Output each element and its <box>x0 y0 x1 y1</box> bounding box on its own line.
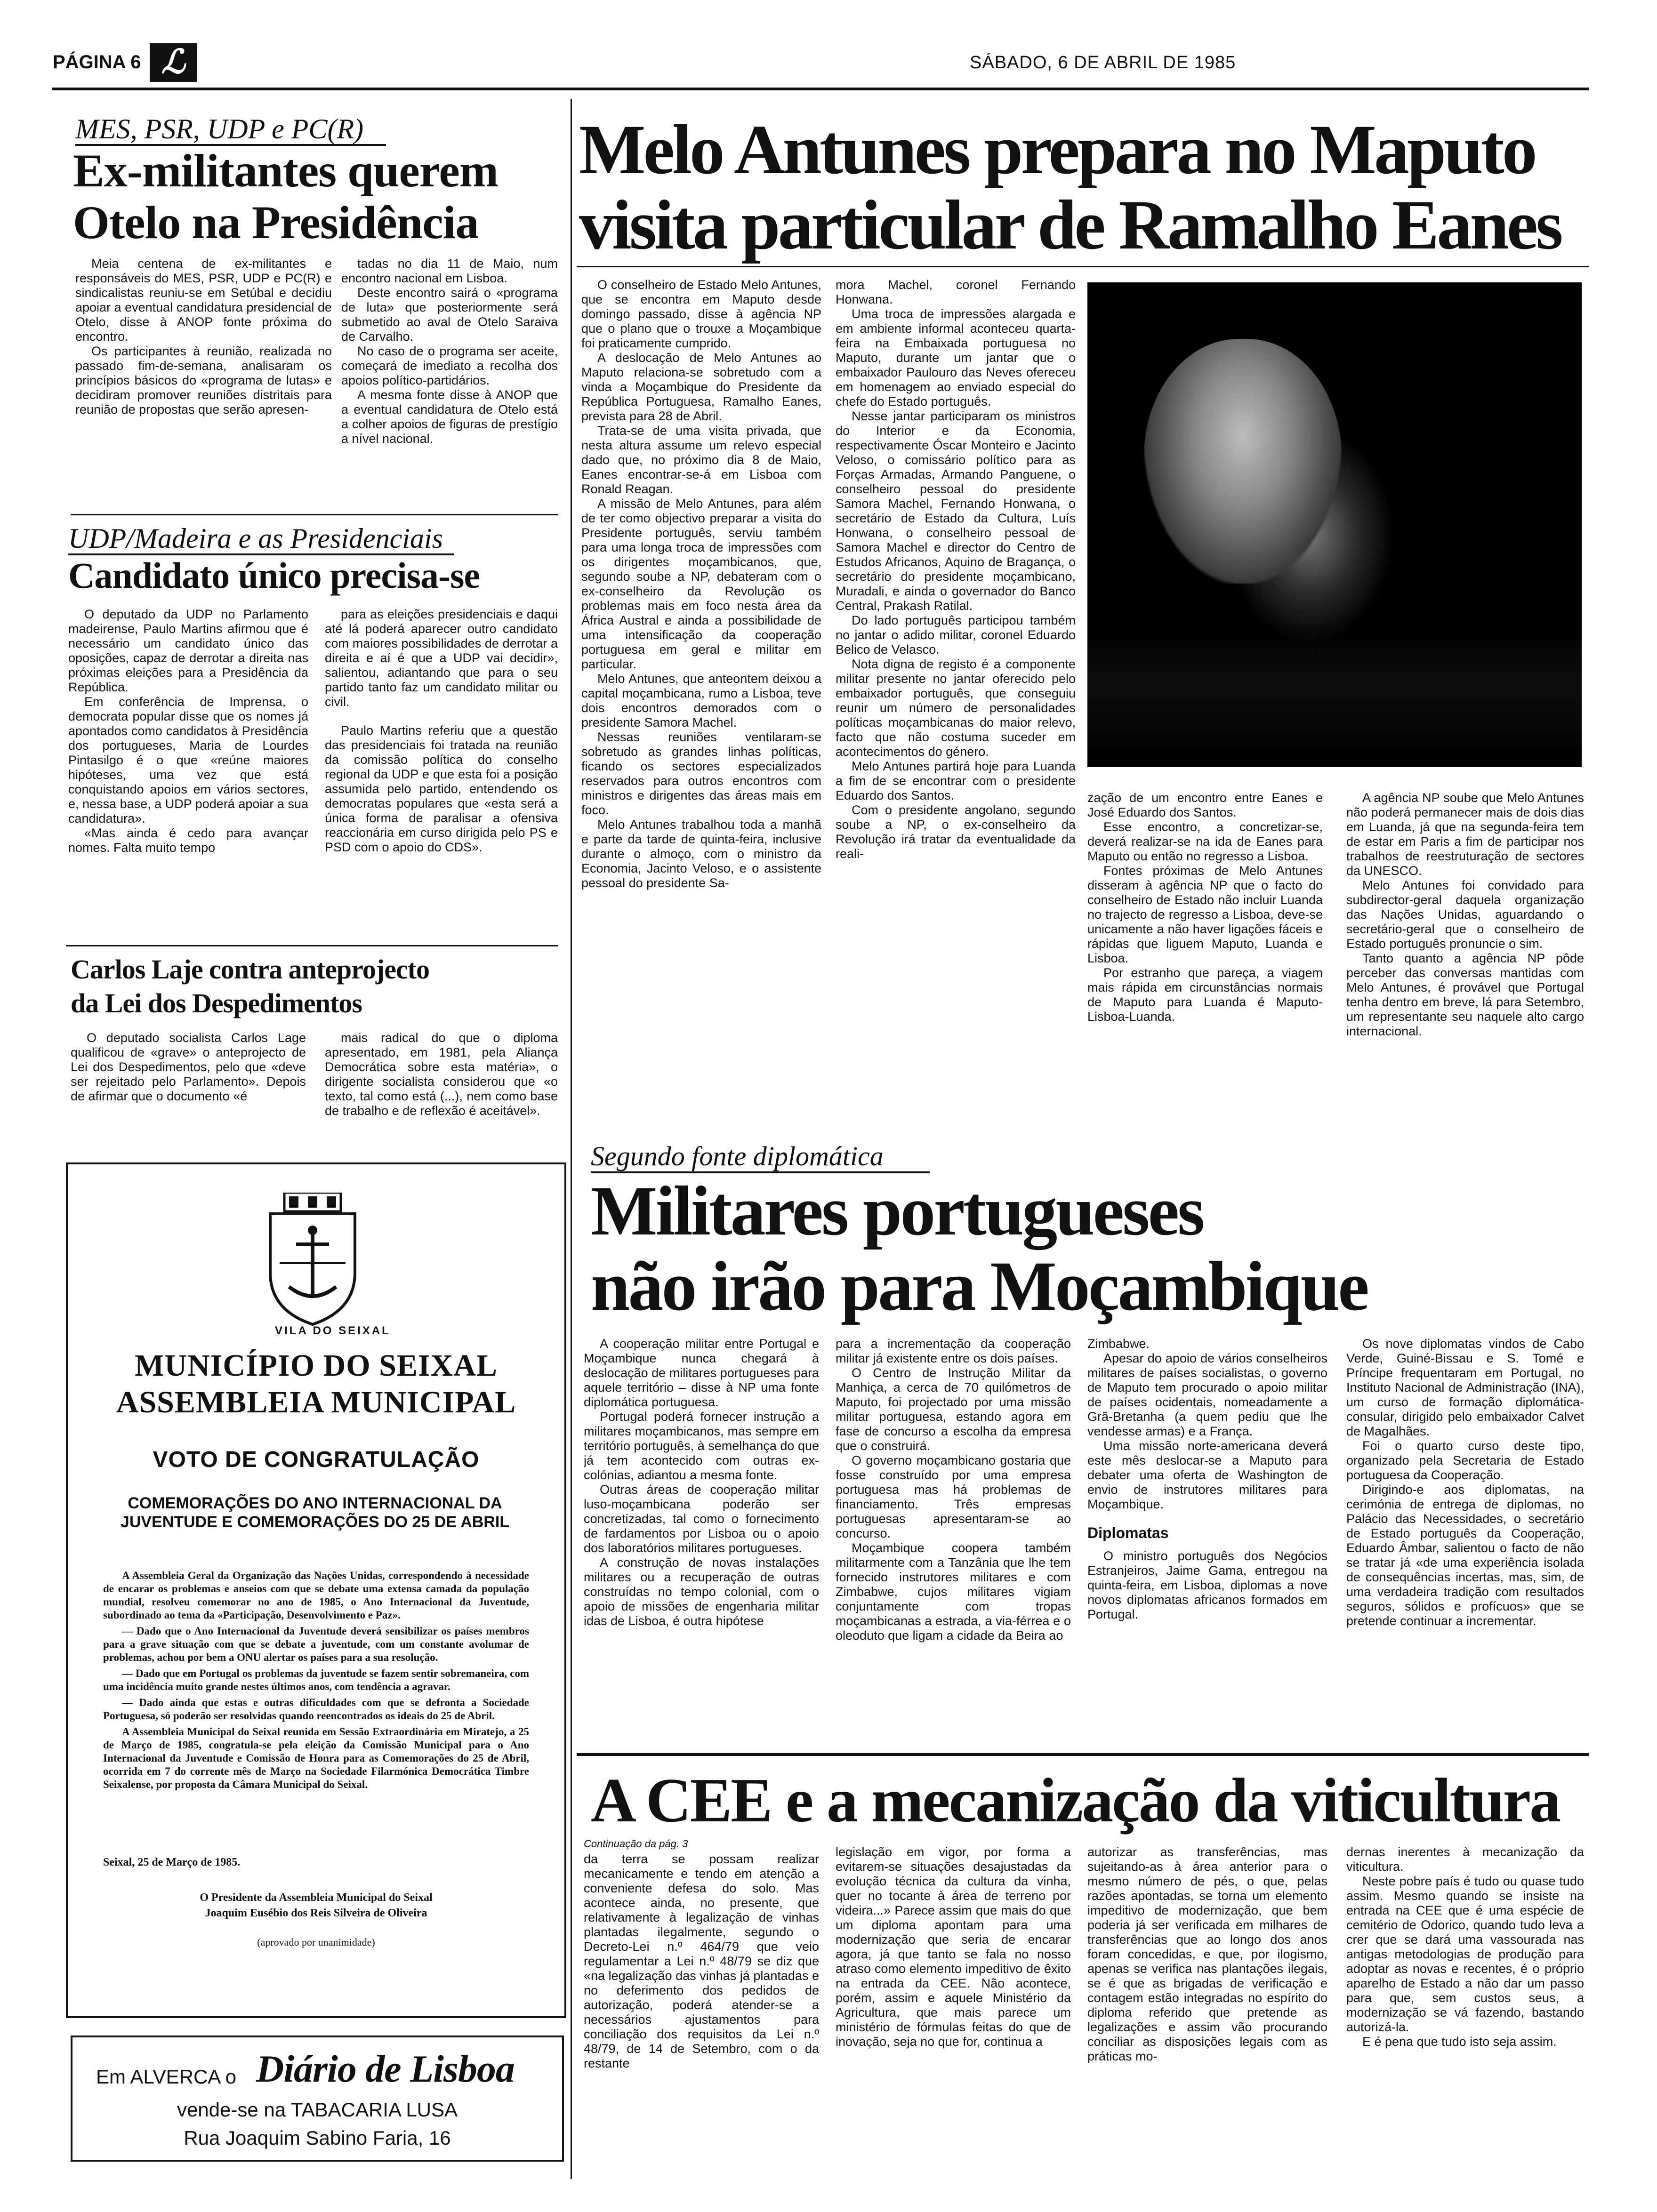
masthead-logo: ℒ <box>150 43 197 82</box>
paragraph: — Dado que o Ano Internacional da Juventude deverá sensibilizar os países membros para a grave situação com que se debate a juventude, com um constante avolumar de problemas, achou por bem a ONU alertar os países para a sua resolução. <box>103 1625 529 1663</box>
paragraph: Nessas reuniões ventilaram-se sobretudo as grandes linhas políticas, ficando os sectores especializados reservados para outros encontros com ministros e dirigentes das áreas mais em foco. <box>581 730 821 817</box>
paragraph: Uma troca de impressões alargada e em ambiente informal aconteceu quarta-feira na Embaixada portuguesa no Maputo, durante um jantar que o embaixador Paulouro das Neves ofereceu em homenagem ao enviado especial do chefe do Estado português. <box>836 307 1076 409</box>
antunes-headline-1: Melo Antunes prepara no Maputo <box>579 111 1535 189</box>
paragraph: tadas no dia 11 de Maio, num encontro nacional em Lisboa. <box>341 256 558 285</box>
paragraph: O conselheiro de Estado Melo Antunes, que se encontra em Maputo desde domingo passado, disse à agência NP que o plano que o trouxe a Moçambique foi praticamente cumprido. <box>581 278 821 350</box>
diplomatas-subhead: Diplomatas <box>1087 1524 1169 1541</box>
udp-col-1 <box>68 607 308 908</box>
divider <box>66 945 558 946</box>
paragraph: A Assembleia Geral da Organização das Nações Unidas, correspondendo à necessidade de encarar os problemas e anseios com que se debate uma extensa camada da população mundial, resolveu comemorar no ano de 1985, o Ano Internacional da Juventude, subordinado ao tema da «Participação, Desenvolvimento e Paz». <box>103 1570 529 1621</box>
paragraph: Melo Antunes trabalhou toda a manhã e parte da tarde de quinta-feira, inclusive durante o almoço, com o ministro da Economia, Jacinto Veloso, e o assistente pessoal do presidente Sa- <box>581 817 821 890</box>
melo-antunes-photo <box>1087 282 1582 767</box>
laje-col-2 <box>325 1031 558 1127</box>
seixal-signature-2: Joaquim Eusébio dos Reis Silveira de Oliveira <box>205 1907 427 1919</box>
paragraph: Os nove diplomatas vindos de Cabo Verde, Guiné-Bissau e S. Tomé e Príncipe frequentaram em Portugal, no Instituto Nacional de Administração (INA), um curso de formação diplomática-consular, dirigido pelo embaixador Calvet de Magalhães. <box>1346 1337 1584 1438</box>
paragraph: Melo Antunes partirá hoje para Luanda a fim de se encontrar com o presidente Eduardo dos Santos. <box>836 759 1076 802</box>
laje-headline-1: Carlos Laje contra anteprojecto <box>71 954 429 985</box>
seixal-vote-title: VOTO DE CONGRATULAÇÃO <box>153 1447 480 1472</box>
udp-headline: Candidato único precisa-se <box>68 555 480 596</box>
paragraph: O ministro português dos Negócios Estranjeiros, Jaime Gama, entregou na quinta-feira, em Lisboa, diplomas a nove novos diplomatas africanos formados em Portugal. <box>1087 1549 1327 1621</box>
seixal-body <box>103 1569 529 1794</box>
paragraph: Foi o quarto curso deste tipo, organizado pela Secretaria de Estado portuguesa da Cooperação. <box>1346 1439 1584 1482</box>
paragraph: Esse encontro, a concretizar-se, deverá realizar-se na ida de Eanes para Maputo ou então no regresso a Lisboa. <box>1087 820 1323 863</box>
paragraph: A deslocação de Melo Antunes ao Maputo relaciona-se sobretudo com a vinda a Moçambique do Presidente da República Portuguesa, Ramalho Eanes, prevista para 28 de Abril. <box>581 351 821 423</box>
paragraph: para a incrementação da cooperação militar já existente entre os dois países. <box>836 1337 1071 1365</box>
paragraph: O Centro de Instrução Militar da Manhiça, a cerca de 70 quilómetros de Maputo, foi projectado por uma missão militar portuguesa, estando agora em fase de concurso a escolha da empresa que o construirá. <box>836 1366 1071 1453</box>
otelo-headline-2: Otelo na Presidência <box>73 196 479 248</box>
cee-col-1 <box>584 1852 819 2177</box>
antunes-col-2 <box>836 278 1076 1158</box>
militares-headline-2: não irão para Moçambique <box>591 1247 1367 1325</box>
paragraph: Trata-se de uma visita privada, que nesta altura assume um relevo especial dado que, no próximo dia 8 de Maio, Eanes encontrar-se-á em Lisboa com Ronald Reagan. <box>581 424 821 496</box>
paragraph: «Mas ainda é cedo para avançar nomes. Falta muito tempo <box>68 826 308 855</box>
paragraph: Do lado português participou também no jantar o adido militar, coronel Eduardo Belico de Velasco. <box>836 613 1076 657</box>
seixal-subtitle: COMEMORAÇÕES DO ANO INTERNACIONAL DA JUVENTUDE E COMEMORAÇÕES DO 25 DE ABRIL <box>120 1494 510 1531</box>
antunes-col-3 <box>1087 791 1323 1158</box>
paragraph: — Dado ainda que estas e outras dificuldades com que se defronta a Sociedade Portuguesa, só poderão ser resolvidas quando reencontrados os ideais do 25 de Abril. <box>103 1697 529 1722</box>
paragraph: Em conferência de Imprensa, o democrata popular disse que os nomes já apontados como candidatos à Presidência dos portugueses, Maria de Lourdes Pintasilgo é o que «reúne maiores hipóteses, uma vez que está conquistando apoios em vários sectores, e, nessa base, a UDP poderá apoiar a sua candidatura». <box>68 695 308 825</box>
crest-ribbon: VILA DO SEIXAL <box>275 1324 391 1337</box>
seixal-place-date: Seixal, 25 de Março de 1985. <box>103 1856 241 1868</box>
militares-col-3 <box>1087 1337 1327 1751</box>
paragraph: mora Machel, coronel Fernando Honwana. <box>836 278 1076 306</box>
paragraph: Deste encontro sairá o «programa de luta» que posteriormente será submetido ao aval de Otelo Saraiva de Carvalho. <box>341 286 558 344</box>
header-rule <box>52 88 1589 90</box>
paragraph: Por estranho que pareça, a viagem mais rápida em circunstâncias normais de Maputo para Luanda é Maputo-Lisboa-Luanda. <box>1087 966 1323 1024</box>
dl-line-1-prefix: Em ALVERCA o <box>96 2066 237 2088</box>
paragraph: O governo moçambicano gostaria que fosse construído por uma empresa portuguesa mas há problemas de financiamento. Três empresas portuguesas apresentaram-se ao concurso. <box>836 1453 1071 1540</box>
udp-col-2 <box>325 607 558 908</box>
paragraph: dernas inerentes à mecanização da viticultura. <box>1346 1845 1584 1874</box>
paragraph: A construção de novas instalações militares ou a recuperação de outras construídas no tempo colonial, com o apoio de missões de engenharia militar idas de Lisboa, é outra hipótese <box>584 1555 819 1628</box>
militares-headline-1: Militares portugueses <box>591 1172 1203 1250</box>
paragraph: Nesse jantar participaram os ministros do Interior e da Economia, respectivamente Óscar Monteiro e Jacinto Veloso, o comissário político para as Forças Armadas, Armando Panguene, o conselheiro pessoal do presidente Samora Machel, Fernando Honwana, o secretário de Estado da Cultura, Luís Honwana, o conselheiro pessoal de Samora Machel e director do Centro de Estudos Africanos, Aquino de Bragança, o secretário do presidente moçambicano, Muradali, e ainda o governador do Banco Central, Prakash Ratilal. <box>836 409 1076 613</box>
antunes-col-4 <box>1346 791 1584 1158</box>
militares-kicker: Segundo fonte diplomática <box>591 1141 930 1173</box>
paragraph: Neste pobre país é tudo ou quase tudo assim. Mesmo quando se insiste na entrada na CEE que é uma espécie de cemitério de Odorico, quando tudo leva a crer que se dará uma vassourada nas antigas metodologias de produção para adoptar as novas e recentes, é o próprio aparelho de Estado a não dar um passo para que, sem custos seus, a modernização se vá fazendo, bastando autorizá-la. <box>1346 1874 1584 2034</box>
paragraph: A cooperação militar entre Portugal e Moçambique nunca chegará à deslocação de militares portugueses para aquele território – disse à NP uma fonte diplomática portuguesa. <box>584 1337 819 1409</box>
paragraph: Com o presidente angolano, segundo soube a NP, o ex-conselheiro da Revolução irá tratar da eventualidade da reali- <box>836 803 1076 861</box>
laje-col-1 <box>71 1031 306 1127</box>
paragraph: O deputado socialista Carlos Lage qualificou de «grave» o anteprojecto de Lei dos Despedimentos, pelo que «deve ser rejeitado pelo Parlamento». Depois de afirmar que o documento «é <box>71 1031 306 1103</box>
otelo-col-2 <box>341 256 558 511</box>
paragraph: Dirigindo-e aos diplomatas, na cerimónia de entrega de diplomas, no Palácio das Necessidades, o secretário de Estado português da Cooperação, Eduardo Âmbar, salientou o facto de não se tratar já «de uma experiência isolada de consequências incertas, mas, sim, de uma verdadeira tradição com resultados seguros, sólidos e profícuos» que se pretende continuar a incrementar. <box>1346 1483 1584 1628</box>
paragraph: legislação em vigor, por forma a evitarem-se situações desajustadas da evolução técnica da cultura da vinha, quer no tocante à área de terreno por videira...» Parece assim que mais do que um diploma apontam para uma modernização que seria de encarar agora, já que tanto se fala no nosso atraso como elemento impeditivo de êxito na entrada da CEE. Não acontece, porém, assim e aquele Ministério da Agricultura, que mais parece um ministério de fórmulas feitas do que de inovação, seja no que for, continua a <box>836 1845 1071 2049</box>
paragraph: para as eleições presidenciais e daqui até lá poderá aparecer outro candidato com maiores possibilidades de derrotar a direita e aí é que a UDP vai decidir», salientou, adiantando que para o seu partido tanto faz um candidato militar ou civil. <box>325 607 558 709</box>
dl-brand: Diário de Lisboa <box>256 2047 515 2090</box>
paragraph: Os participantes à reunião, realizada no passado fim-de-semana, analisaram os princípios básicos do «programa de lutas» e decidiram promover reuniões distritais para reunião de propostas que serão apresen- <box>75 344 332 417</box>
divider <box>577 266 1589 267</box>
paragraph: Melo Antunes foi convidado para subdirector-geral daquela organização das Nações Unidas, aguardando o secretário-geral que o conselheiro de Estado português pronuncie o sim. <box>1346 878 1584 951</box>
militares-col-4 <box>1346 1337 1584 1751</box>
paragraph: O deputado da UDP no Parlamento madeirense, Paulo Martins afirmou que é necessário um candidato único das oposições, capaz de derrotar a direita nas próximas eleições para a Presidência da República. <box>68 607 308 694</box>
dl-advert <box>71 2036 564 2162</box>
seixal-approved: (aprovado por unanimidade) <box>257 1936 375 1948</box>
paragraph: Tanto quanto a agência NP pôde perceber das conversas mantidas com Melo Antunes, é provável que Portugal tenha dentro em breve, lá para Setembro, um representante seu naquele alto cargo internacional. <box>1346 951 1584 1038</box>
page-number: PÁGINA 6 <box>53 52 141 72</box>
seixal-notice <box>66 1162 566 2018</box>
laje-headline-2: da Lei dos Despedimentos <box>71 988 362 1018</box>
antunes-col-1 <box>581 278 821 1158</box>
cee-headline: A CEE e a mecanização da viticultura <box>591 1765 1560 1835</box>
column-separator <box>571 99 572 2179</box>
otelo-col-1 <box>75 256 332 511</box>
paragraph: da terra se possam realizar mecanicamente e tendo em atenção a conveniente defesa do solo. Mas acontece ainda, no presente, que relativamente à legalização de vinhas plantadas ilegalmente, segundo o Decreto-Lei n.º 464/79 que veio regulamentar a Lei n.º 48/79 se diz que «na legalização das vinhas já plantadas e no deferimento dos pedidos de autorização, poderá atender-se a necessários ajustamentos para conciliação dos requisitos da Lei n.º 48/79, de 14 de Setembro, com o da restante <box>584 1852 819 2070</box>
otelo-kicker: MES, PSR, UDP e PC(R) <box>75 114 386 146</box>
paragraph: Portugal poderá fornecer instrução a militares moçambicanos, mas sempre em território português, à semelhança do que já tem acontecido com outras ex-colónias, adiantou a mesma fonte. <box>584 1410 819 1482</box>
paragraph: zação de um encontro entre Eanes e José Eduardo dos Santos. <box>1087 791 1323 819</box>
paragraph: Zimbabwe. <box>1087 1337 1150 1351</box>
seixal-signature-1: O Presidente da Assembleia Municipal do Seixal <box>200 1891 433 1904</box>
paragraph: Uma missão norte-americana deverá este mês deslocar-se a Maputo para debater uma oferta de Washington de envio de instrutores militares para Moçambique. <box>1087 1439 1327 1511</box>
paragraph: mais radical do que o diploma apresentado, em 1981, pela Aliança Democrática sobre esta matéria», o dirigente socialista considerou que «o texto, tal como está (...), nem como base de trabalho e de reflexão é aceitável». <box>325 1031 558 1118</box>
udp-kicker: UDP/Madeira e as Presidenciais <box>68 523 454 555</box>
paragraph: A missão de Melo Antunes, para além de ter como objectivo preparar a visita do Presidente português, serviu também para uma longa troca de impressões com os dirigentes moçambicanos, que, segundo soube a NP, debateram com o ex-conselheiro da Revolução os problemas mais em foco nesta área da África Austral e ainda a possibilidade de uma intensificação da cooperação portuguesa em geral e militar em particular. <box>581 497 821 671</box>
paragraph: A Assembleia Municipal do Seixal reunida em Sessão Extraordinária em Miratejo, a 25 de Março de 1985, congratula-se pela eleição da Comissão Municipal para o Ano Internacional da Juventude e Comissão de Honra para as Comemorações do 25 de Abril, ocorrida em 7 do corrente mês de Março na Sociedade Filarmónica Democrática Timbre Seixalense, por proposta da Câmara Municipal do Seixal. <box>103 1726 529 1790</box>
paragraph: Moçambique coopera também militarmente com a Tanzânia que lhe tem fornecido instrutores militares e com Zimbabwe, cujos militares vigiam conjuntamente com tropas moçambicanas a estrada, a via-férrea e o oleoduto que ligam a cidade da Beira ao <box>836 1541 1071 1643</box>
page-date: SÁBADO, 6 DE ABRIL DE 1985 <box>970 53 1236 72</box>
paragraph: A agência NP soube que Melo Antunes não poderá permanecer mais de dois dias em Luanda, já que na segunda-feira tem de estar em Paris a fim de participar nos trabalhos de reestruturação de sectores da UNESCO. <box>1346 791 1584 878</box>
militares-col-2 <box>836 1337 1071 1751</box>
cee-continuation: Continuação da pág. 3 <box>584 1838 688 1850</box>
paragraph: autorizar as transferências, mas sujeitando-as à área anterior para o mesmo número de pés, o que, pelas razões apontadas, se torna um elemento impeditivo de modernização, que bem poderia já ser verificada em milhares de transferências que ao longo dos anos foram concedidas, e que, por ilogismo, apenas se verifica nas plantações ilegais, se é que as brigadas de verificação e contagem estão integradas no espírito do diploma referido que pretende as legalizações e assim vão procurando conciliar as disposições legais com as práticas mo- <box>1087 1845 1327 2063</box>
dl-line-3: Rua Joaquim Sabino Faria, 16 <box>184 2127 451 2149</box>
paragraph: — Dado que em Portugal os problemas da juventude se fazem sentir sobremaneira, com uma incidência muito grande nestes últimos anos, com tendência a agravar. <box>103 1667 529 1692</box>
paragraph: A mesma fonte disse à ANOP que a eventual candidatura de Otelo está a colher apoios de figuras de prestígio a nível nacional. <box>341 388 558 446</box>
paragraph: E é pena que tudo isto seja assim. <box>1362 2035 1557 2049</box>
paragraph: No caso de o programa ser aceite, começará de imediato a recolha dos apoios político-partidários. <box>341 344 558 387</box>
paragraph: Outras áreas de cooperação militar luso-moçambicana poderão ser concretizadas, tal como o fornecimento de fardamentos por Lisboa ou o apoio dos laboratórios militares portugueses. <box>584 1483 819 1555</box>
paragraph: Melo Antunes, que anteontem deixou a capital moçambicana, rumo a Lisboa, teve dois encontros demorados com o presidente Samora Machel. <box>581 672 821 729</box>
dl-line-2: vende-se na TABACARIA LUSA <box>177 2099 458 2121</box>
militares-col-1 <box>584 1337 819 1751</box>
paragraph: Nota digna de registo é a componente militar presente no jantar oferecido pelo embaixador português, que conseguiu reunir um número de personalidades políticas moçambicanas do maior relevo, facto que não costuma suceder em acontecimentos do género. <box>836 657 1076 759</box>
divider <box>71 514 558 515</box>
cee-col-3 <box>1087 1845 1327 2174</box>
antunes-headline-2: visita particular de Ramalho Eanes <box>579 186 1561 264</box>
paragraph: Meia centena de ex-militantes e responsáveis do MES, PSR, UDP e PC(R) e sindicalistas reuniu-se em Setúbal e decidiu apoiar a eventual candidatura presidencial de Otelo, disse à ANOP fonte próxima do encontro. <box>75 256 332 344</box>
paragraph: Apesar do apoio de vários conselheiros militares de países socialistas, o governo de Maputo tem procurado o apoio militar de países ocidentais, nomeadamente a Grã-Bretanha (a quem pediu que lhe vendesse armas) e a França. <box>1087 1351 1327 1438</box>
seixal-crest-icon <box>251 1193 374 1334</box>
paragraph: Paulo Martins referiu que a questão das presidenciais foi tratada na reunião da comissão política do conselho regional da UDP e que esta foi a posição assumida pelo partido, entendendo os democratas populares que «esta será a única forma de paralisar a ofensiva reaccionária em curso dirigida pelo PS e PSD com o apoio do CDS». <box>325 723 558 854</box>
cee-col-4 <box>1346 1845 1584 2174</box>
otelo-headline-1: Ex-militantes querem <box>73 144 499 197</box>
seixal-title-1: MUNICÍPIO DO SEIXAL <box>135 1348 498 1383</box>
paragraph: Fontes próximas de Melo Antunes disseram à agência NP que o facto do conselheiro de Estado não incluir Luanda no trajecto de regresso a Lisboa, deve-se unicamente a não haver ligações fáceis e rápidas que liguem Maputo, Luanda e Lisboa. <box>1087 864 1323 965</box>
cee-col-2 <box>836 1845 1071 2174</box>
divider <box>577 1753 1589 1756</box>
seixal-title-2: ASSEMBLEIA MUNICIPAL <box>116 1385 516 1419</box>
